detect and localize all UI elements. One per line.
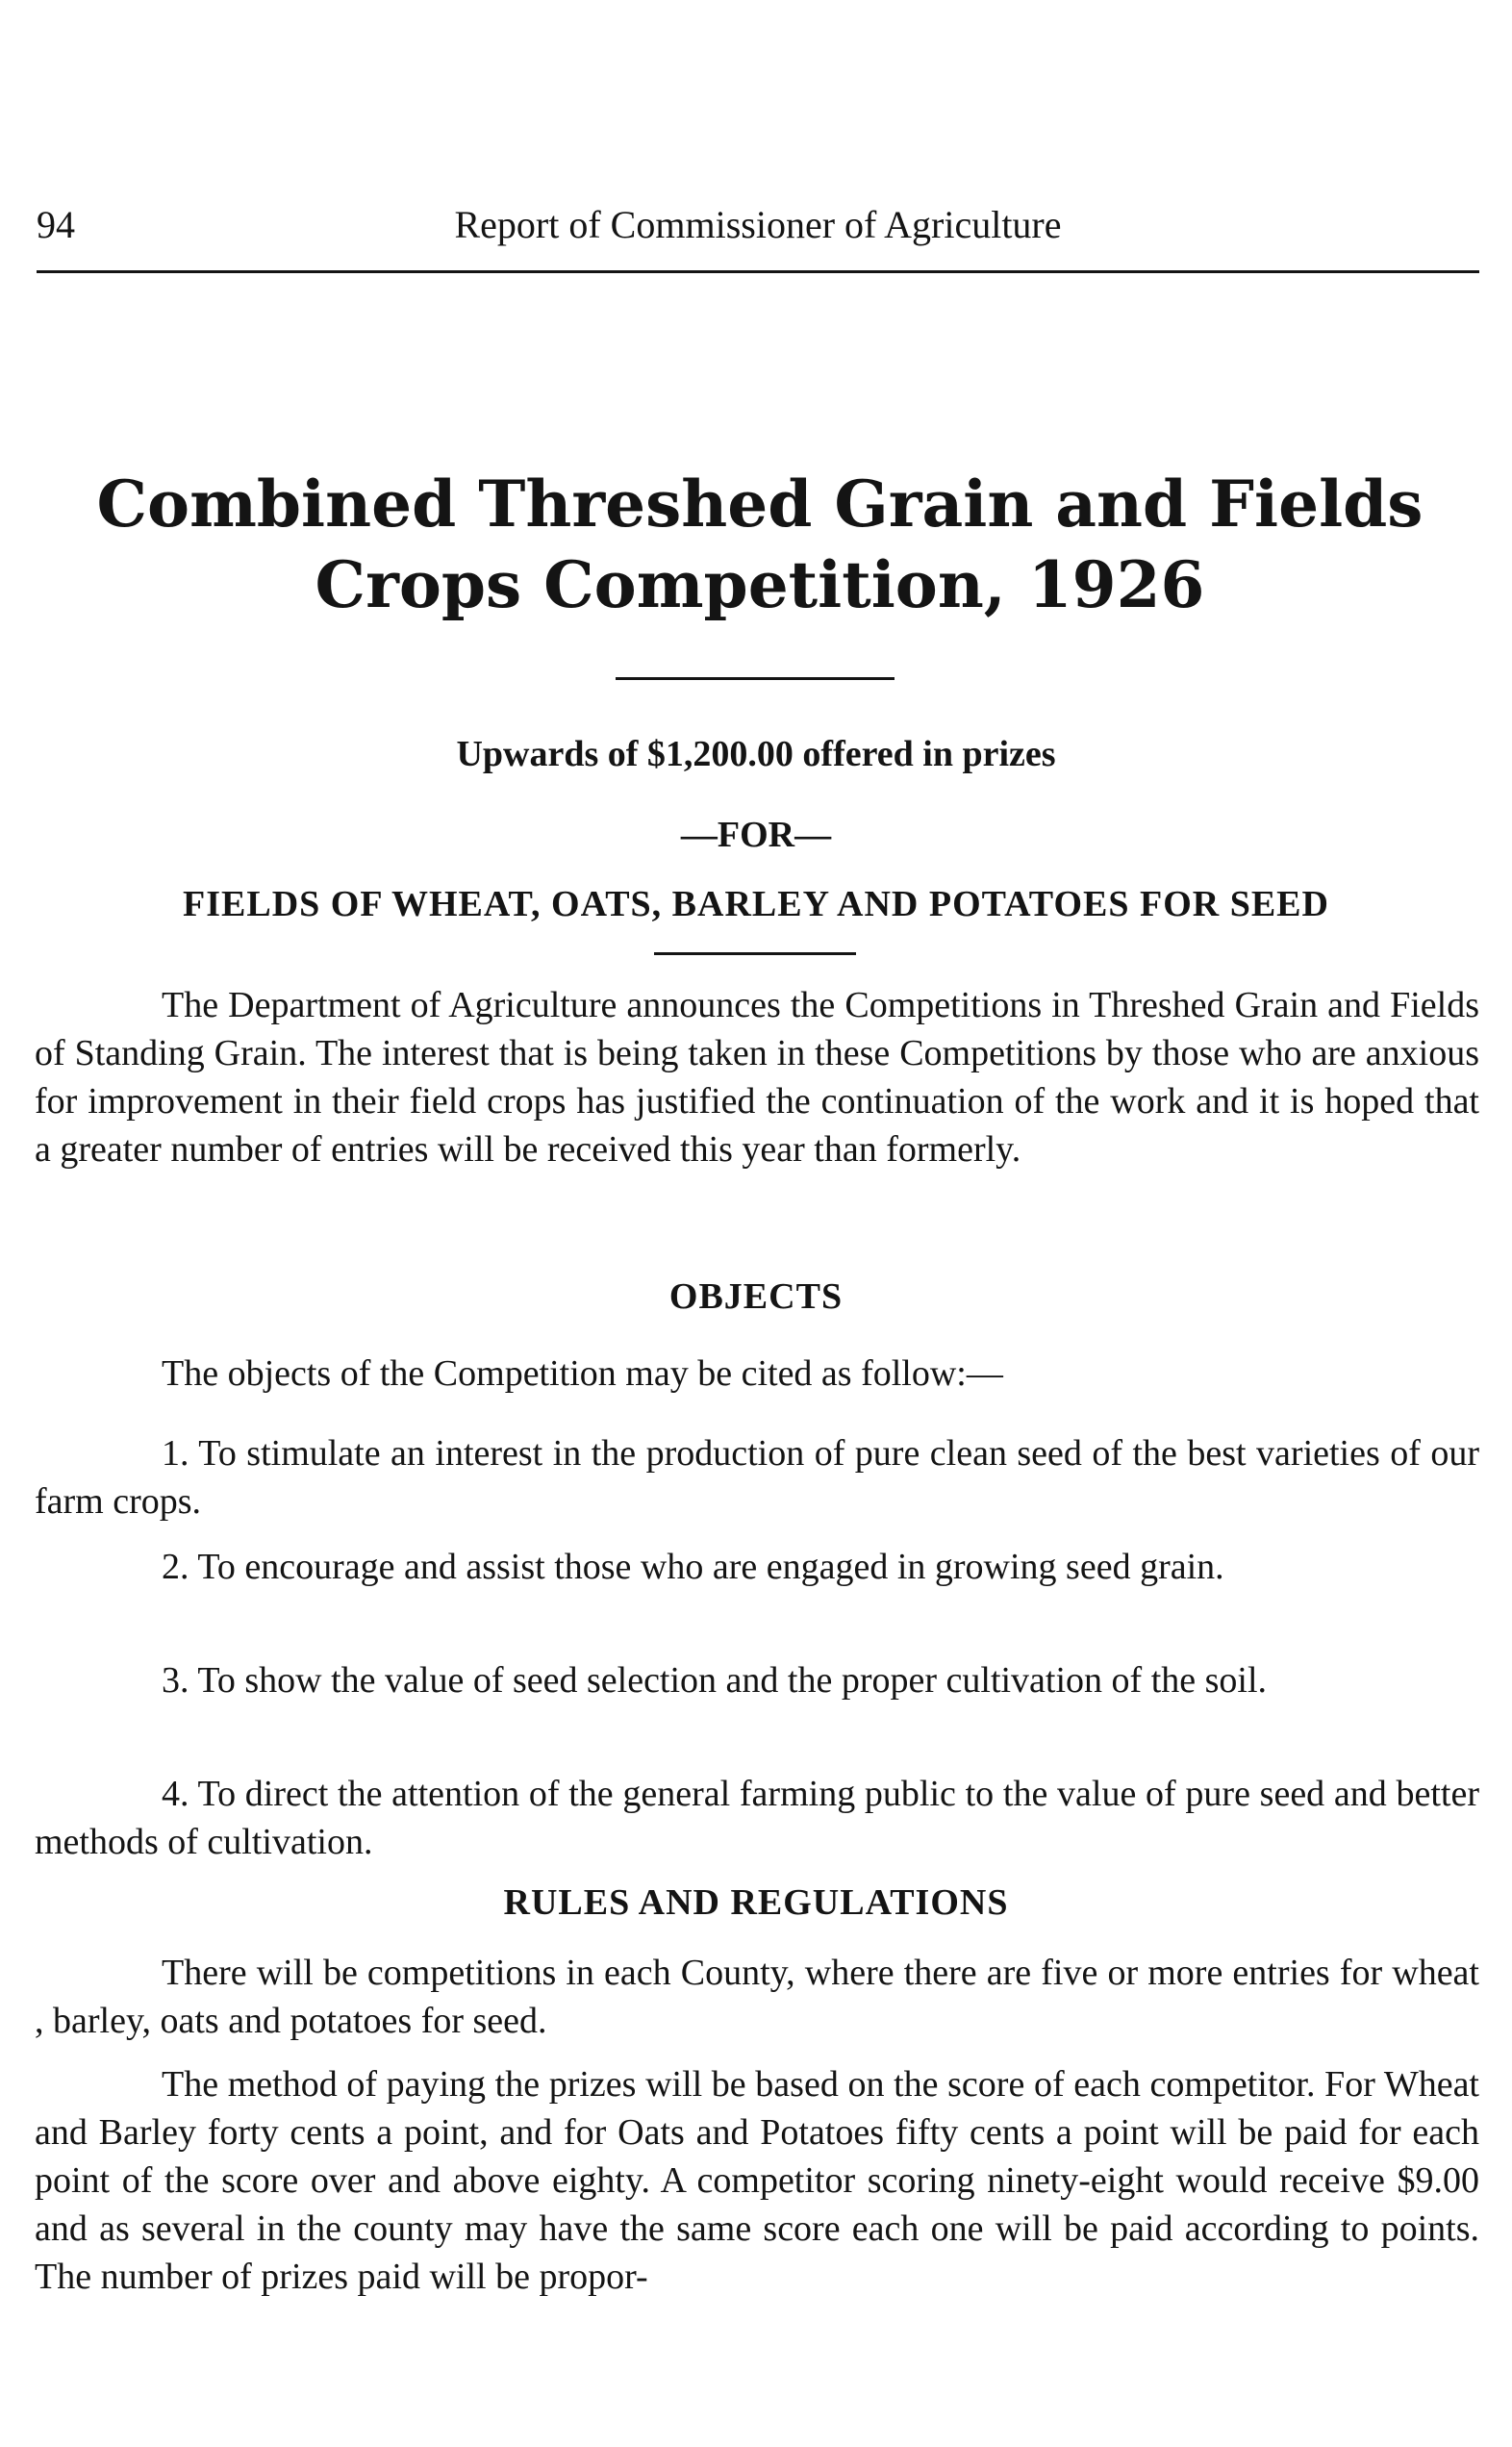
intro-text: The Department of Agriculture announces the Competitions in Threshed Grain and Fields of Standing Grain. The interest that is being taken in these Competitions by those who are anxious for improvement in their field crops has justified the continuation of the work and it is hoped that a greater number of entries will be received this year than formerly.: [35, 985, 1479, 1170]
objects-item-text: 1. To stimulate an interest in the production of pure clean seed of the best varieties of our farm crops.: [35, 1433, 1479, 1522]
objects-item-4: [35, 1770, 1479, 1866]
objects-lead: The objects of the Competition may be cited as follow:—: [162, 1353, 1003, 1394]
title-rule: [616, 677, 895, 680]
rules-paragraph-text: The method of paying the prizes will be based on the score of each competitor. For Wheat and Barley forty cents a point, and for Oats and Potatoes fifty cents a point will be paid for each point of the score over and above eighty. A competitor scoring ninety-eight would receive $9.00 and as several in the county may have the same score each one will be paid according to points. The number of prizes paid will be propor-: [35, 2064, 1479, 2297]
page-title: [77, 464, 1443, 625]
intro-paragraph: [35, 981, 1479, 1173]
running-title: Report of Commissioner of Agriculture: [454, 203, 1062, 246]
objects-item-3: [35, 1656, 1479, 1704]
running-header: [37, 202, 1479, 260]
title-line-2: Crops Competition, 1926: [315, 547, 1205, 622]
rules-paragraph-text: There will be competitions in each County, where there are five or more entries for wheat , barley, oats and potatoes for seed.: [35, 1953, 1479, 2041]
prize-line: Upwards of $1,200.00 offered in prizes: [456, 734, 1056, 774]
objects-item-text: 3. To show the value of seed selection and the proper cultivation of the soil.: [162, 1660, 1268, 1701]
objects-item-text: 2. To encourage and assist those who are engaged in growing seed grain.: [162, 1547, 1224, 1587]
objects-item-2: [35, 1543, 1479, 1591]
title-line-1: Combined Threshed Grain and Fields: [96, 467, 1424, 542]
rules-heading: RULES AND REGULATIONS: [503, 1882, 1009, 1923]
rules-paragraph-2: [35, 2060, 1479, 2301]
objects-heading: OBJECTS: [668, 1276, 844, 1317]
header-rule: [37, 270, 1479, 273]
section-rule: [654, 952, 856, 955]
objects-item-1: [35, 1429, 1479, 1526]
fields-line: FIELDS OF WHEAT, OATS, BARLEY AND POTATOES FOR SEED: [183, 884, 1329, 924]
page-number: 94: [37, 203, 75, 246]
objects-item-text: 4. To direct the attention of the general farming public to the value of pure seed and better methods of cultivation.: [35, 1774, 1479, 1862]
for-line: —FOR—: [680, 815, 832, 855]
rules-paragraph-1: [35, 1949, 1479, 2045]
